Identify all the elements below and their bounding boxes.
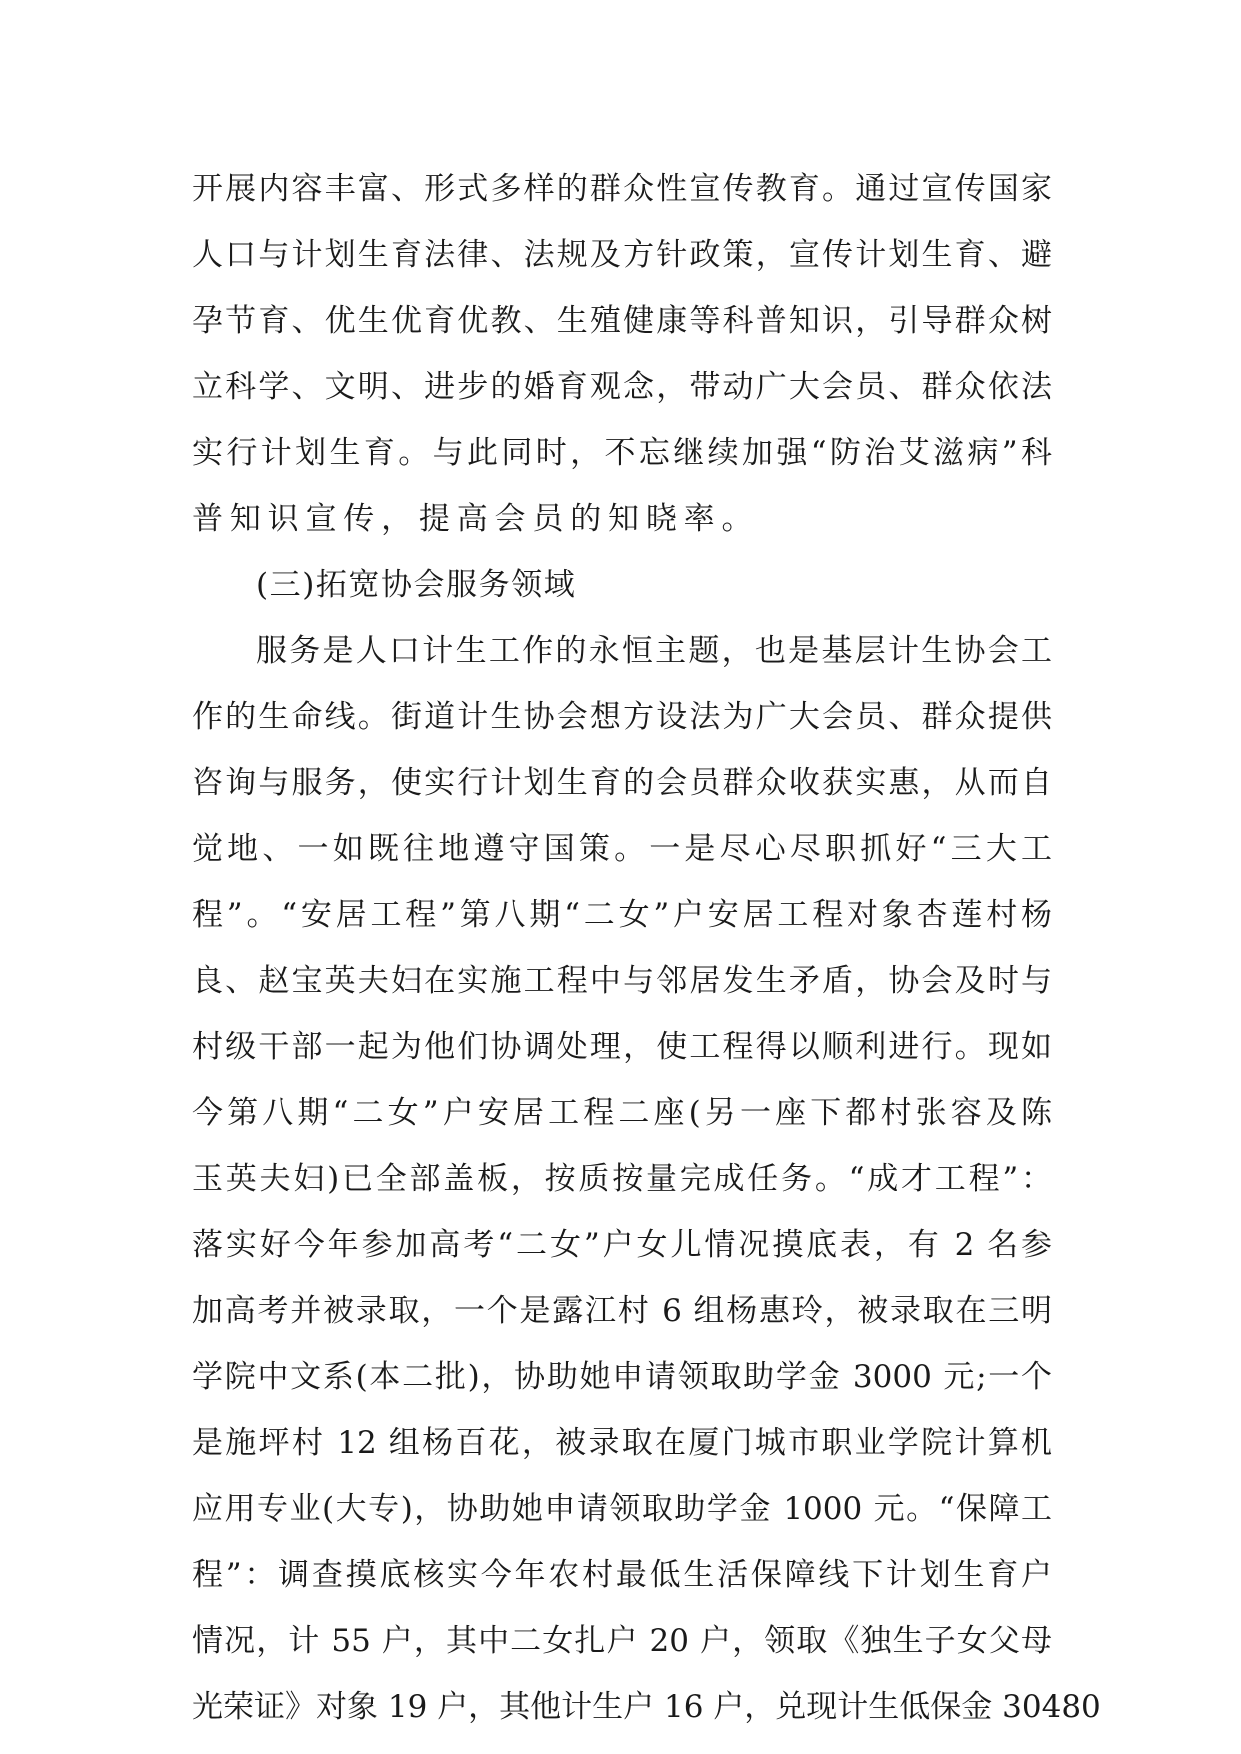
paragraph-line-11: 觉地、一如既往地遵守国策。一是尽心尽职抓好“三大工: [192, 831, 1052, 867]
paragraph-line-15: 今第八期“二女”户安居工程二座(另一座下都村张容及陈: [192, 1095, 1052, 1131]
paragraph-line-9: 作的生命线。街道计生协会想方设法为广大会员、群众提供: [192, 699, 1052, 735]
paragraph-line-17: 落实好今年参加高考“二女”户女儿情况摸底表，有 2 名参: [192, 1227, 1052, 1263]
paragraph-line-21: 应用专业(大专)，协助她申请领取助学金 1000 元。“保障工: [192, 1491, 1052, 1527]
paragraph-line-1: 开展内容丰富、形式多样的群众性宣传教育。通过宣传国家: [192, 171, 1052, 207]
paragraph-line-23: 情况，计 55 户，其中二女扎户 20 户，领取《独生子女父母: [192, 1623, 1052, 1659]
paragraph-line-22: 程”：调查摸底核实今年农村最低生活保障线下计划生育户: [192, 1557, 1052, 1593]
paragraph-line-20: 是施坪村 12 组杨百花，被录取在厦门城市职业学院计算机: [192, 1425, 1052, 1461]
document-body: [192, 156, 1101, 1740]
paragraph-line-2: 人口与计划生育法律、法规及方针政策，宣传计划生育、避: [192, 237, 1052, 273]
paragraph-line-5: 实行计划生育。与此同时，不忘继续加强“防治艾滋病”科: [192, 435, 1052, 471]
section-heading: (三)拓宽协会服务领域: [256, 567, 577, 603]
paragraph-line-4: 立科学、文明、进步的婚育观念，带动广大会员、群众依法: [192, 369, 1052, 405]
paragraph-line-14: 村级干部一起为他们协调处理，使工程得以顺利进行。现如: [192, 1029, 1052, 1065]
paragraph-line-18: 加高考并被录取，一个是露江村 6 组杨惠玲，被录取在三明: [192, 1293, 1052, 1329]
paragraph-line-6: 普知识宣传，提高会员的知晓率。: [192, 501, 760, 537]
paragraph-line-13: 良、赵宝英夫妇在实施工程中与邻居发生矛盾，协会及时与: [192, 963, 1052, 999]
paragraph-line-8: 服务是人口计生工作的永恒主题，也是基层计生协会工: [256, 633, 1052, 669]
paragraph-line-24: 光荣证》对象 19 户，其他计生户 16 户，兑现计生低保金 30480: [192, 1689, 1101, 1725]
paragraph-line-10: 咨询与服务，使实行计划生育的会员群众收获实惠，从而自: [192, 765, 1052, 801]
paragraph-line-3: 孕节育、优生优育优教、生殖健康等科普知识，引导群众树: [192, 303, 1052, 339]
paragraph-line-16: 玉英夫妇)已全部盖板，按质按量完成任务。“成才工程”：: [192, 1161, 1052, 1197]
paragraph-line-19: 学院中文系(本二批)，协助她申请领取助学金 3000 元;一个: [192, 1359, 1052, 1395]
paragraph-line-12: 程”。“安居工程”第八期“二女”户安居工程对象杏莲村杨: [192, 897, 1052, 933]
